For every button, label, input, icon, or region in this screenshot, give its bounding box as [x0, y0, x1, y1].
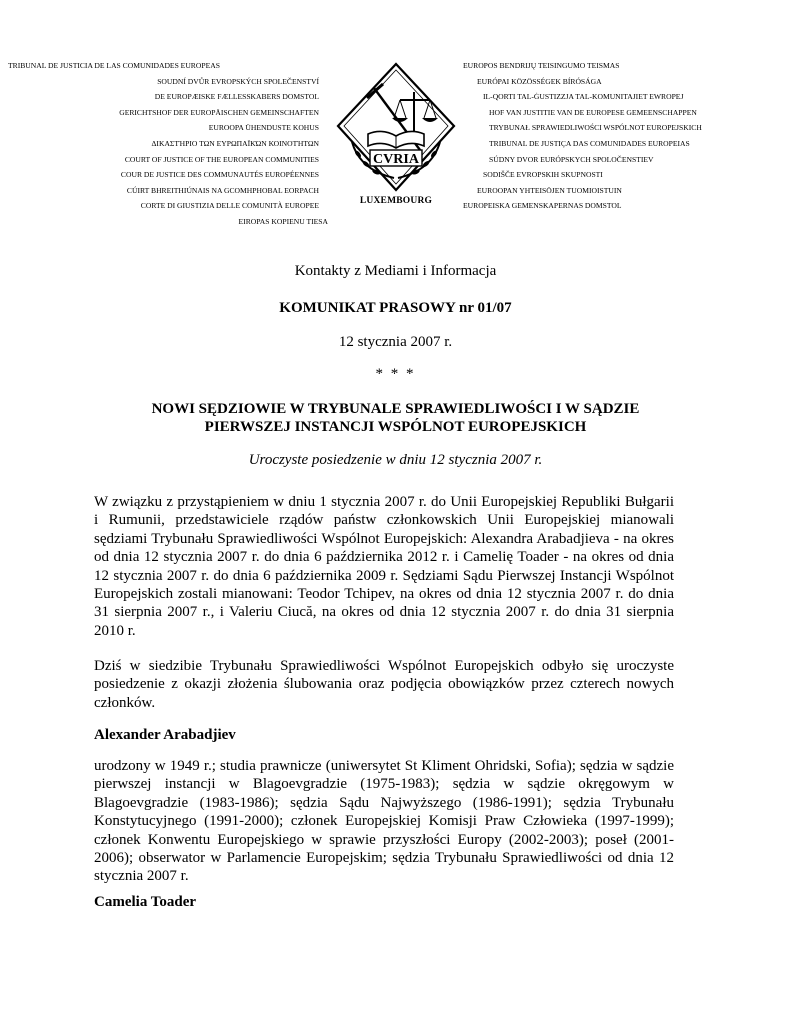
department-label: Kontakty z Mediami i Informacja	[294, 263, 497, 279]
court-name-fi: EUROOPAN YHTEISÖJEN TUOMIOISTUIN	[477, 185, 622, 195]
headline-line-2: PIERWSZEJ INSTANCJI WSPÓLNOT EUROPEJSKICH	[204, 419, 587, 435]
court-name-lv: EIROPAS KOPIENU TIESA	[238, 216, 328, 226]
court-name-en: COURT OF JUSTICE OF THE EUROPEAN COMMUNITIES	[124, 154, 319, 164]
court-name-fr: COUR DE JUSTICE DES COMMUNAUTÉS EUROPÉENNES	[120, 170, 319, 180]
court-name-da: DE EUROPÆISKE FÆLLESSKABERS DOMSTOL	[154, 92, 319, 102]
court-name-el: ΔΙΚΑΣΤΉΡΙΟ ΤΩΝ ΕΥΡΩΠΑΪΚΏΝ ΚΟΙΝΟΤΉΤΩΝ	[151, 138, 319, 148]
press-release-title: KOMUNIKAT PRASOWY nr 01/07	[279, 300, 512, 316]
judge-name-toader: Camelia Toader	[94, 894, 197, 910]
court-name-lt: EUROPOS BENDRIJŲ TEISINGUMO TEISMAS	[463, 61, 620, 70]
intro-paragraph: W związku z przystąpieniem w dniu 1 stycznia 2007 r. do Unii Europejskiej Republiki Bułgarii i Rumunii, przedstawiciele rządów państw członkowskich Unii Europejskiej mianowali sędziami Trybunału Sprawiedliwości Wspólnot Europejskich: Alexandra Arabadjieva - na okres od dnia 12 stycznia 2007 r. do dnia 6 października 2012 r. i Camelię Toader - na okres od dnia 12 stycznia 2007 r. do dnia 6 października 2009 r. Sędziami Sądu Pierwszej Instancji Wspólnot Europejskich zostali mianowani: Teodor Tchipev, na okres od dnia 12 stycznia 2007 r. do dnia 31 sierpnia 2007 r., i Valeriu Ciucă, na okres od dnia 12 stycznia 2007 r. do dnia 31 sierpnia 2010 r.	[94, 494, 674, 639]
headline	[0, 400, 791, 436]
release-date: 12 stycznia 2007 r.	[338, 334, 453, 350]
logo-city: LUXEMBOURG	[359, 196, 433, 206]
court-name-sv: EUROPEISKA GEMENSKAPERNAS DOMSTOL	[463, 201, 622, 211]
court-name-sk: SÚDNY DVOR EURÓPSKYCH SPOLOČENSTIEV	[489, 154, 654, 164]
ceremony-paragraph: Dziś w siedzibie Trybunału Sprawiedliwości Wspólnot Europejskich odbyło się uroczyste posiedzenie z okazji złożenia ślubowania oraz podjęcia obowiązków przez czterech nowych członków.	[94, 658, 674, 711]
cvria-emblem-icon	[334, 62, 458, 194]
cvria-logo	[334, 62, 458, 212]
court-name-es: TRIBUNAL DE JUSTICIA DE LAS COMUNIDADES EUROPEAS	[8, 61, 220, 70]
court-name-nl: HOF VAN JUSTITIE VAN DE EUROPESE GEMEENSCHAPPEN	[489, 107, 697, 117]
court-name-sl: SODIŠČE EVROPSKIH SKUPNOSTI	[483, 170, 603, 180]
court-name-it: CORTE DI GIUSTIZIA DELLE COMUNITÀ EUROPEE	[140, 201, 319, 211]
headline-line-1: NOWI SĘDZIOWIE W TRYBUNALE SPRAWIEDLIWOŚCI I W SĄDZIE	[151, 401, 640, 417]
court-name-hu: EURÓPAI KÖZÖSSÉGEK BÍRÓSÁGA	[477, 76, 602, 86]
logo-text: CVRIA	[373, 152, 419, 167]
subtitle: Uroczyste posiedzenie w dniu 12 stycznia 2007 r.	[248, 452, 543, 468]
court-name-de: GERICHTSHOF DER EUROPÄISCHEN GEMEINSCHAFTEN	[119, 107, 319, 117]
court-name-mt: IL-QORTI TAL-ĠUSTIZZJA TAL-KOMUNITAJIET EWROPEJ	[483, 92, 684, 102]
header-courts-left	[8, 58, 328, 230]
header-courts-right	[463, 58, 783, 214]
separator: * * *	[375, 366, 416, 382]
court-name-pl: TRYBUNAŁ SPRAWIEDLIWOŚCI WSPÓLNOT EUROPEJSKICH	[489, 123, 702, 133]
court-name-ga: CÚIRT BHREITHIÚNAIS NA GCOMHPHOBAL EORPACH	[126, 185, 319, 195]
judge-bio-arabadjiev: urodzony w 1949 r.; studia prawnicze (uniwersytet St Kliment Ohridski, Sofia); sędzia w sądzie pierwszej instancji w Blagoevgradzie (1975-1983); sędzia w sądzie okręgowym w Blagoevgradzie (1983-1986); sędzia Sądu Najwyższego (1986-1991); sędzia Trybunału Konstytucyjnego (1991-2000); członek Europejskiej Komisji Praw Człowieka (1997-1999); członek Konwentu Europejskiego w sprawie przyszłości Europy (2002-2003); poseł (2001-2006); obserwator w Parlamencie Europejskim; sędzia Trybunału Sprawiedliwości od dnia 12 stycznia 2007 r.	[94, 758, 674, 885]
court-name-et: EUROOPA ÜHENDUSTE KOHUS	[208, 123, 319, 133]
judge-name-arabadjiev: Alexander Arabadjiev	[94, 727, 236, 743]
court-name-pt: TRIBUNAL DE JUSTIÇA DAS COMUNIDADES EUROPEIAS	[489, 138, 690, 148]
court-name-cs: SOUDNÍ DVŮR EVROPSKÝCH SPOLEČENSTVÍ	[157, 76, 319, 86]
